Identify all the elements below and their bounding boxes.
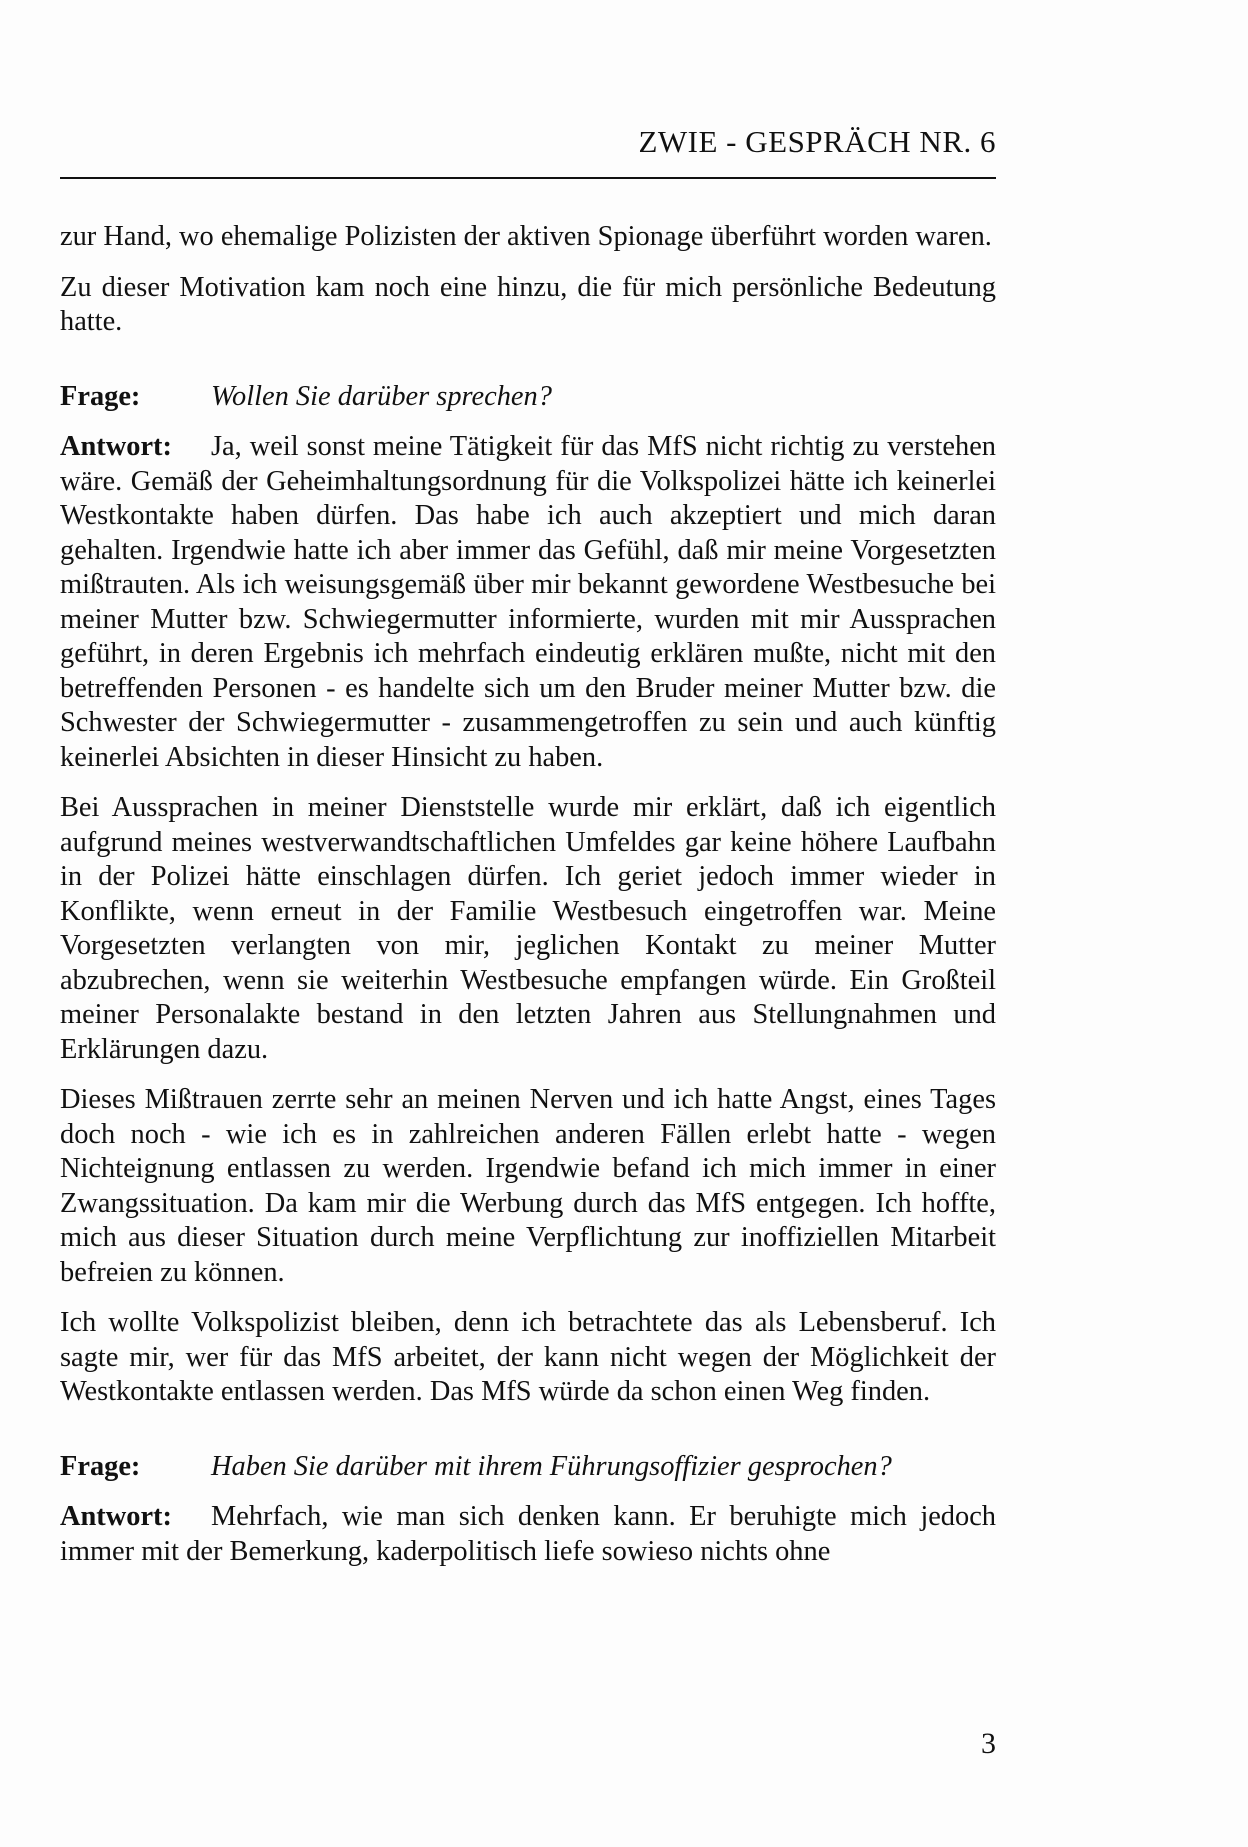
answer-1 xyxy=(60,430,996,775)
answer-label: Antwort: xyxy=(60,1501,172,1532)
paragraph-2: Zu dieser Motivation kam noch eine hinzu, die für mich persönliche Bedeutung hatte. xyxy=(60,271,996,337)
answer-text: Mehrfach, wie man sich denken kann. Er beruhigte mich jedoch immer mit der Bemerkung, kaderpolitisch liefe sowieso nichts ohne xyxy=(60,1501,996,1567)
paragraph-5: Ich wollte Volkspolizist bleiben, denn ich betrachtete das als Lebensberuf. Ich sagte mir, wer für das MfS arbeitet, der kann nicht wegen der Möglichkeit der Westkontakte entlassen werden. Das MfS würde da schon einen Weg finden. xyxy=(60,1307,996,1407)
answer-label: Antwort: xyxy=(60,431,172,462)
paragraph-1: zur Hand, wo ehemalige Polizisten der aktiven Spionage überführt worden waren. xyxy=(60,221,992,252)
page-number: 3 xyxy=(981,1727,996,1760)
question-text: Wollen Sie darüber sprechen? xyxy=(211,380,552,412)
paragraph-4: Dieses Mißtrauen zerrte sehr an meinen Nerven und ich hatte Angst, eines Tages doch noch - wie ich es in zahlreichen anderen Fällen erlebt hatte - wegen Nichteignung entlassen zu werden. Irgendwie befand ich mich immer in einer Zwangssituation. Da kam mir die Werbung durch das MfS entgegen. Ich hoffte, mich aus dieser Situation durch meine Verpflichtung zur inoffiziellen Mitarbeit befreien zu können. xyxy=(60,1084,996,1288)
question-2 xyxy=(60,1450,996,1485)
paragraph-3: Bei Aussprachen in meiner Dienststelle wurde mir erklärt, daß ich eigentlich aufgrund meines westverwandtschaftlichen Umfeldes gar keine höhere Laufbahn in der Polizei hätte einschlagen dürfen. Ich geriet jedoch immer wieder in Konflikte, wenn erneut in der Familie Westbesuch eingetroffen war. Meine Vorgesetzten verlangten von mir, jeglichen Kontakt zu meiner Mutter abzubrechen, wenn sie weiterhin Westbesuche empfangen würde. Ein Großteil meiner Personalakte bestand in den letzten Jahren aus Stellungnahmen und Erklärungen dazu. xyxy=(60,792,996,1065)
page-body xyxy=(60,220,996,1585)
answer-2 xyxy=(60,1500,996,1569)
question-1 xyxy=(60,380,996,415)
header-rule xyxy=(60,177,996,179)
question-text: Haben Sie darüber mit ihrem Führungsoffizier gesprochen? xyxy=(211,1450,892,1482)
question-label: Frage: xyxy=(60,1450,141,1482)
running-header: ZWIE - GESPRÄCH NR. 6 xyxy=(638,124,996,159)
answer-text: Ja, weil sonst meine Tätigkeit für das MfS nicht richtig zu verstehen wäre. Gemäß der Geheimhaltungsordnung für die Volkspolizei hätte ich keinerlei Westkontakte haben dürfen. Das habe ich auch akzeptiert und mich daran gehalten. Irgendwie hatte ich aber immer das Gefühl, daß mir meine Vorgesetzten mißtrauten. Als ich weisungsgemäß über mir bekannt gewordene Westbesuche bei meiner Mutter bzw. Schwiegermutter informierte, wurden mit mir Aussprachen geführt, in deren Ergebnis ich mehrfach eindeutig erklären mußte, nicht mit den betreffenden Personen - es handelte sich um den Bruder meiner Mutter bzw. die Schwester der Schwiegermutter - zusammengetroffen zu sein und auch künftig keinerlei Absichten in dieser Hinsicht zu haben. xyxy=(60,431,996,773)
question-label: Frage: xyxy=(60,380,141,412)
